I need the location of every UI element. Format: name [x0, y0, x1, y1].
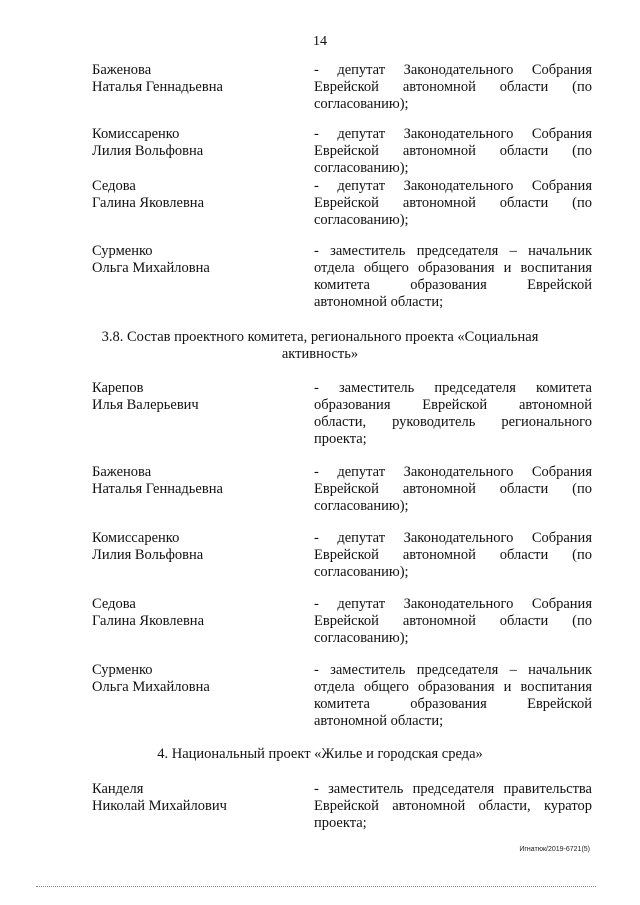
role-line: автономной области; [314, 713, 444, 729]
member-surname: Баженова [92, 62, 152, 78]
page-number: 14 [313, 34, 327, 49]
member-name [92, 596, 307, 630]
section-heading-line: 3.8. Состав проектного комитета, регионального проекта «Социальная [101, 329, 539, 345]
member-surname: Комиссаренко [92, 126, 180, 142]
member-given-name: Галина Яковлевна [92, 195, 204, 211]
member-given-name: Наталья Геннадьевна [92, 79, 223, 95]
role-line: согласованию); [314, 630, 409, 646]
role-line: автономной области; [314, 294, 444, 310]
member-surname: Седова [92, 596, 136, 612]
role-line: Еврейской автономной области (по [314, 547, 592, 563]
member-role [314, 178, 592, 229]
role-line: - заместитель председателя комитета [314, 380, 592, 396]
role-line: проекта; [314, 815, 367, 831]
member-name [92, 662, 307, 696]
member-surname: Канделя [92, 781, 144, 797]
section-heading-4 [0, 746, 640, 763]
role-line: - депутат Законодательного Собрания [314, 126, 592, 142]
role-line: комитета образования Еврейской [314, 696, 592, 712]
role-line: Еврейской автономной области (по [314, 481, 592, 497]
member-role [314, 781, 592, 832]
role-line: - заместитель председателя – начальник [314, 243, 592, 259]
member-given-name: Илья Валерьевич [92, 397, 199, 413]
member-role [314, 62, 592, 113]
role-line: проекта; [314, 431, 367, 447]
role-line: согласованию); [314, 498, 409, 514]
member-role [314, 530, 592, 581]
role-line: - депутат Законодательного Собрания [314, 178, 592, 194]
role-line: - депутат Законодательного Собрания [314, 530, 592, 546]
member-name [92, 62, 307, 96]
member-name [92, 380, 307, 414]
member-role [314, 662, 592, 730]
role-line: Еврейской автономной области (по [314, 79, 592, 95]
role-line: - депутат Законодательного Собрания [314, 62, 592, 78]
role-line: - заместитель председателя правительства [314, 781, 592, 797]
section-heading-line: активность» [281, 346, 359, 362]
role-line: согласованию); [314, 212, 409, 228]
section-heading-3-8 [0, 329, 640, 363]
member-role [314, 380, 592, 448]
member-given-name: Лилия Вольфовна [92, 547, 204, 563]
member-name [92, 781, 307, 815]
member-given-name: Наталья Геннадьевна [92, 481, 223, 497]
member-surname: Баженова [92, 464, 152, 480]
footer-divider [36, 886, 596, 887]
member-surname: Карепов [92, 380, 144, 396]
role-line: - заместитель председателя – начальник [314, 662, 592, 678]
role-line: - депутат Законодательного Собрания [314, 464, 592, 480]
role-line: образования Еврейской автономной [314, 397, 592, 413]
role-line: отдела общего образования и воспитания [314, 679, 592, 695]
member-name [92, 530, 307, 564]
member-given-name: Галина Яковлевна [92, 613, 204, 629]
role-line: согласованию); [314, 160, 409, 176]
role-line: Еврейской автономной области (по [314, 143, 592, 159]
member-surname: Седова [92, 178, 136, 194]
member-name [92, 243, 307, 277]
footer-stamp: Игнатюк/2019-6721(5) [519, 846, 590, 853]
member-surname: Комиссаренко [92, 530, 180, 546]
section-heading-line: 4. Национальный проект «Жилье и городская среда» [157, 746, 483, 762]
member-name [92, 464, 307, 498]
member-given-name: Ольга Михайловна [92, 260, 210, 276]
role-line: комитета образования Еврейской [314, 277, 592, 293]
role-line: согласованию); [314, 564, 409, 580]
role-line: отдела общего образования и воспитания [314, 260, 592, 276]
member-name [92, 126, 307, 160]
role-line: Еврейской автономной области, куратор [314, 798, 592, 814]
member-name [92, 178, 307, 212]
role-line: - депутат Законодательного Собрания [314, 596, 592, 612]
member-given-name: Лилия Вольфовна [92, 143, 204, 159]
member-surname: Сурменко [92, 662, 153, 678]
member-role [314, 464, 592, 515]
member-role [314, 126, 592, 177]
member-given-name: Николай Михайлович [92, 798, 227, 814]
role-line: Еврейской автономной области (по [314, 613, 592, 629]
member-role [314, 243, 592, 311]
member-role [314, 596, 592, 647]
role-line: Еврейской автономной области (по [314, 195, 592, 211]
role-line: области, руководитель регионального [314, 414, 592, 430]
member-given-name: Ольга Михайловна [92, 679, 210, 695]
role-line: согласованию); [314, 96, 409, 112]
member-surname: Сурменко [92, 243, 153, 259]
